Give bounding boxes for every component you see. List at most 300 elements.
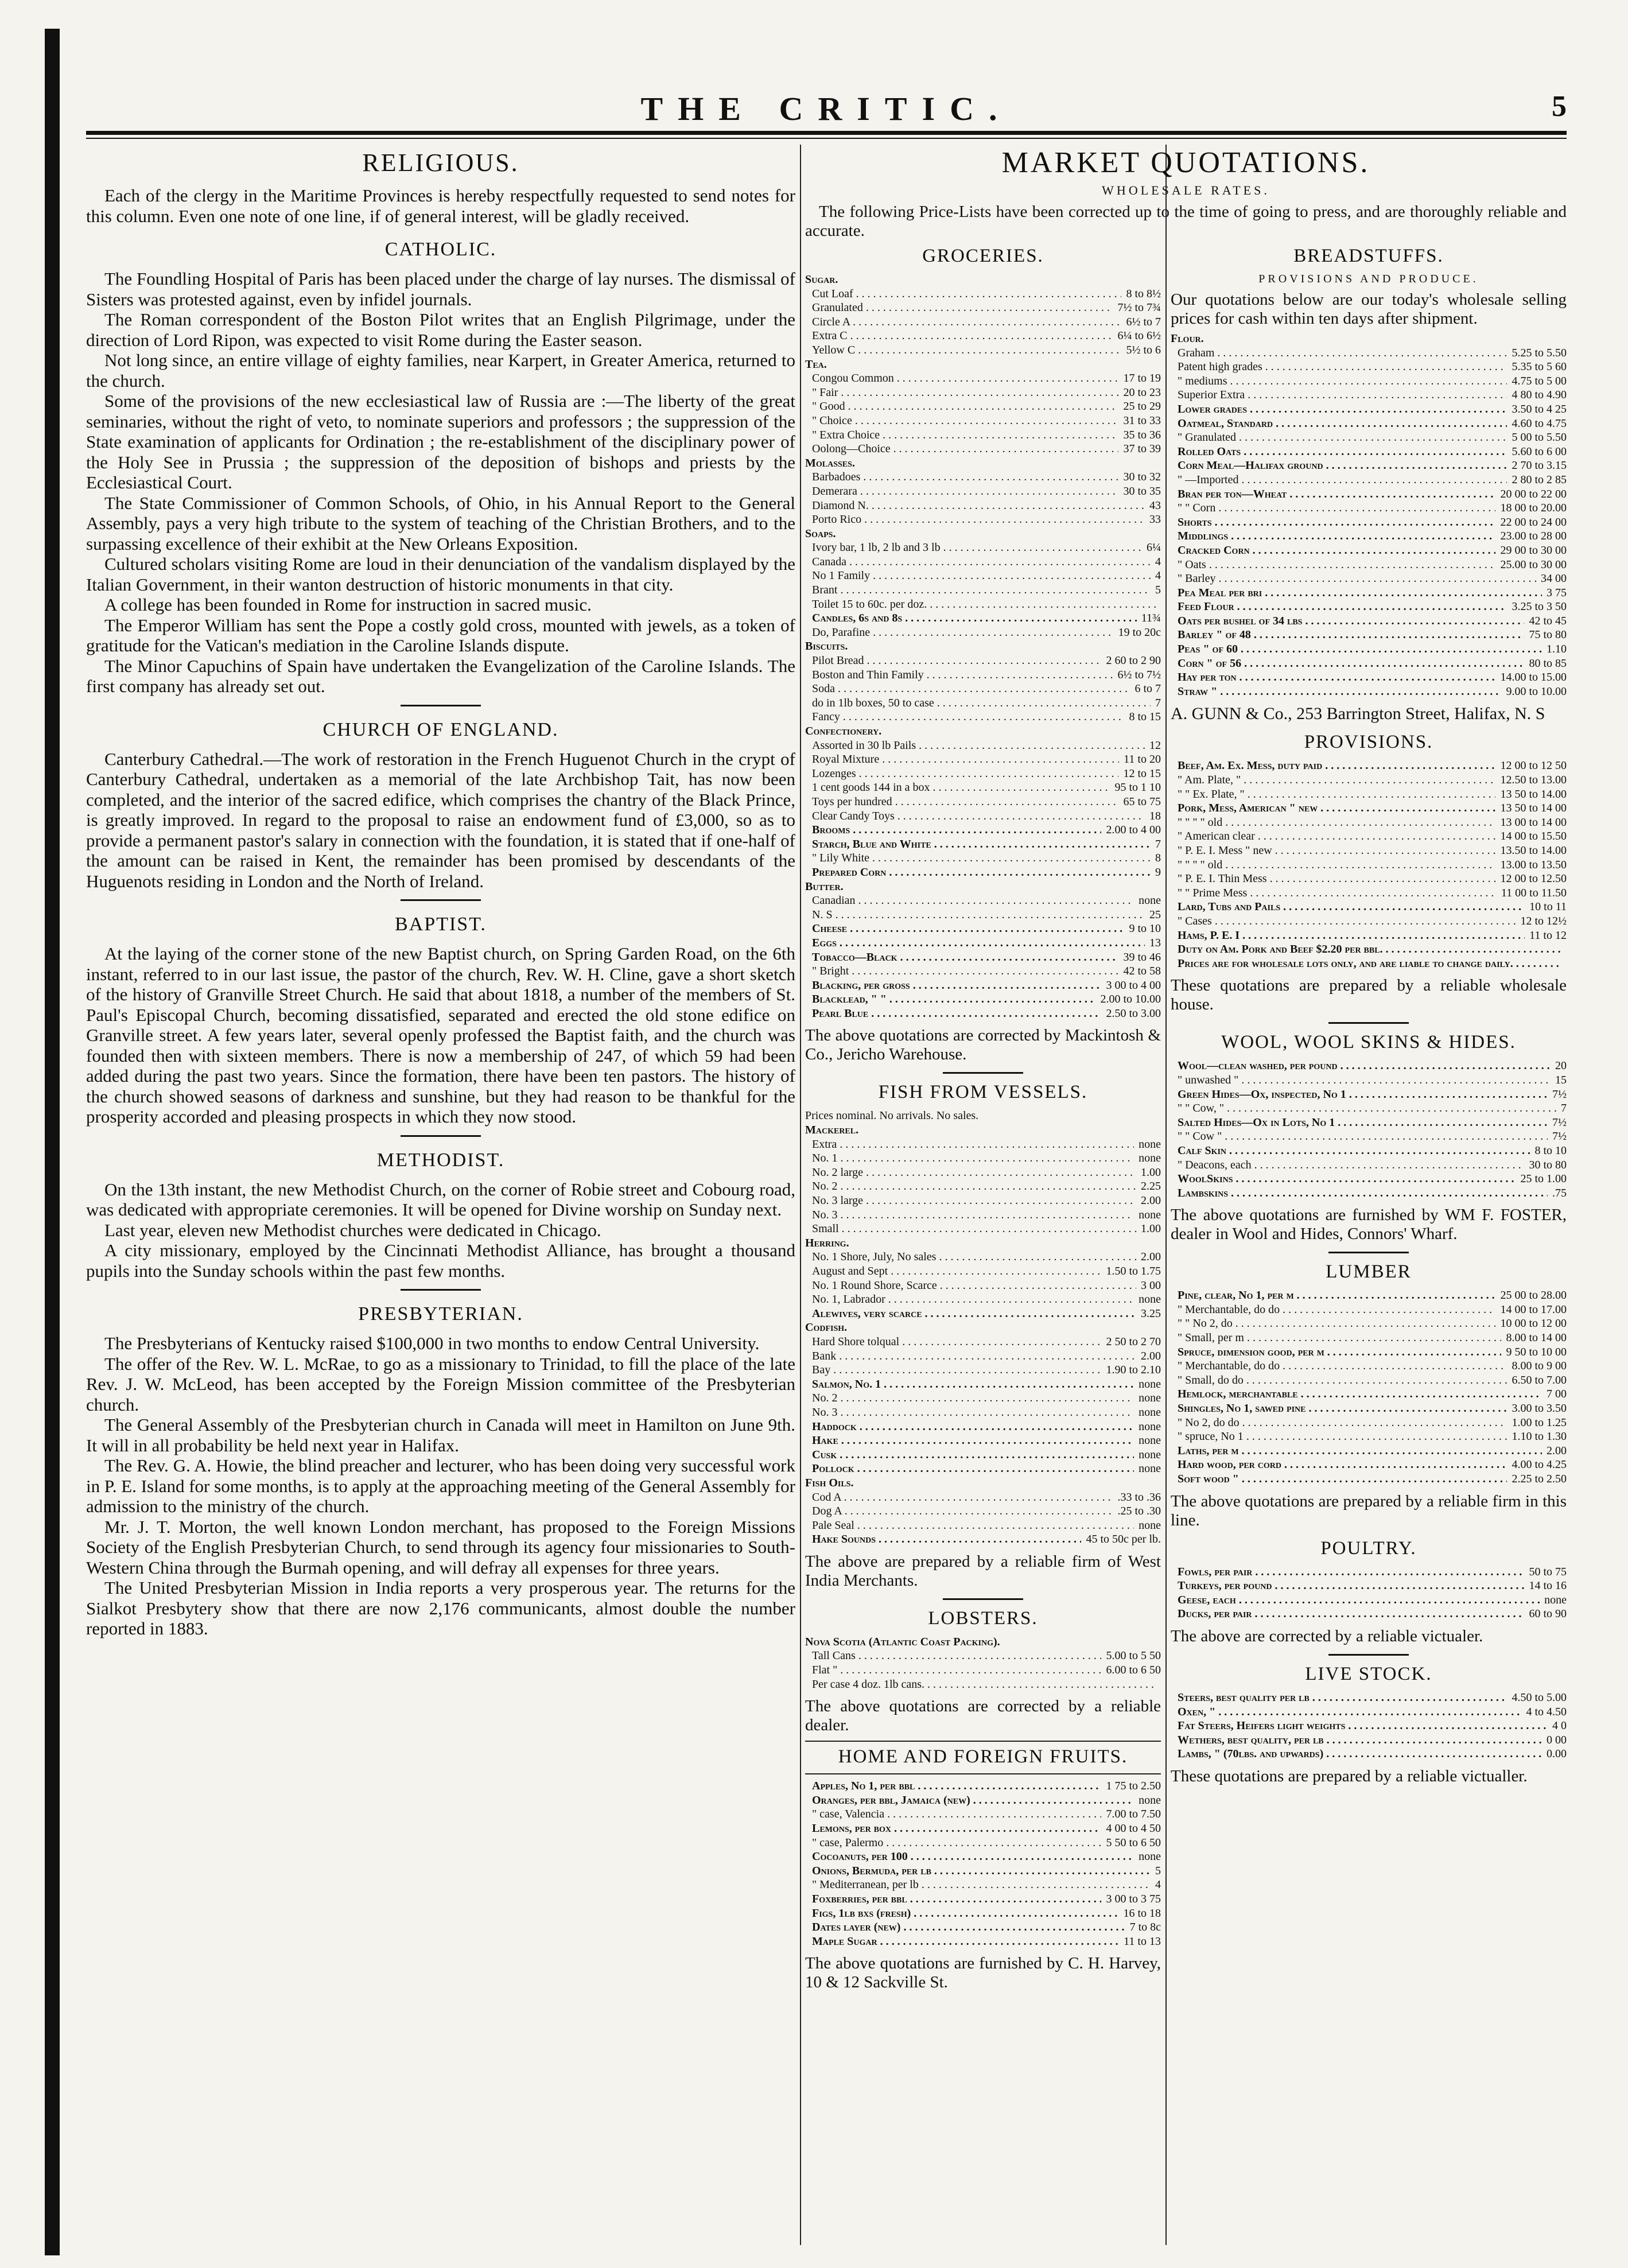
price-item: " " Corn . . .: [1171, 501, 1495, 515]
price-item: Do, Parafine . . .: [805, 626, 1114, 640]
price-value: none: [1139, 1850, 1161, 1863]
price-row: [1171, 1458, 1567, 1472]
price-value: 25: [1149, 908, 1161, 921]
price-value: 8.00 to 9 00: [1512, 1360, 1567, 1373]
price-row: [1171, 815, 1567, 830]
religious-section-heading: METHODIST.: [376, 1149, 505, 1171]
price-value: [1156, 1677, 1161, 1692]
price-value: 14 to 16: [1529, 1579, 1567, 1593]
price-row: [805, 1222, 1161, 1236]
price-item: Extra . . .: [805, 1137, 1134, 1152]
price-category: Peas " of 60 . . .: [1171, 642, 1542, 657]
religious-paragraph: The offer of the Rev. W. L. McRae, to go as a missionary to Trinidad, to fill the place of the late Rev. J. W. McLeod, has been accepted by the Foreign Mission committee of the Presbyterian church.: [86, 1353, 795, 1415]
price-value: 5 50 to 6 50: [1106, 1836, 1161, 1849]
price-row: [805, 752, 1161, 767]
poultry-table: [1171, 1565, 1567, 1621]
price-value: 13 50 to 14 00: [1500, 802, 1567, 815]
price-value: 3.00 to 3.50: [1512, 1402, 1567, 1415]
price-value: none: [1139, 1208, 1161, 1221]
price-item: " case, Valencia . . .: [805, 1807, 1101, 1822]
price-value: 2.25: [1141, 1180, 1161, 1193]
price-item: Graham . . .: [1171, 346, 1507, 360]
price-row: [1171, 1593, 1567, 1607]
lumber-note: The above quotations are prepared by a reliable firm in this line.: [1171, 1492, 1567, 1529]
price-item: " Lily White . . .: [805, 851, 1151, 865]
price-item: No. 2 . . .: [805, 1179, 1136, 1194]
section-rule: [401, 1289, 481, 1291]
price-value: none: [1139, 1448, 1161, 1461]
price-row: [805, 1208, 1161, 1222]
price-item: " mediums . . .: [1171, 374, 1507, 389]
price-row: [805, 1420, 1161, 1434]
price-value: 4 0: [1552, 1719, 1567, 1733]
price-category: Corn " of 56 . . .: [1171, 657, 1524, 671]
price-category: Hake Sounds . . .: [805, 1532, 1081, 1547]
price-row: [1171, 1288, 1567, 1303]
price-row: [805, 1007, 1161, 1021]
breadstuffs-heading: BREADSTUFFS.: [1293, 246, 1444, 266]
price-value: 3 75: [1547, 586, 1567, 599]
wool-heading: WOOL, WOOL SKINS & HIDES.: [1221, 1032, 1516, 1053]
price-category: Prices are for wholesale lots only, and are liable to change daily. . . .: [1171, 957, 1562, 971]
price-category: Middlings . . .: [1171, 529, 1495, 543]
price-row: [805, 1490, 1161, 1505]
religious-paragraph: A college has been founded in Rome for instruction in sacred music.: [104, 595, 592, 615]
price-row: [805, 287, 1161, 301]
price-item: No. 3 . . .: [805, 1208, 1134, 1222]
religious-paragraph: The Foundling Hospital of Paris has been placed under the charge of lay nurses. The dismissal of Sisters was protested against, even by infidel journals.: [86, 269, 795, 309]
price-category: Hay per ton . . .: [1171, 670, 1495, 685]
fruits-table: [805, 1779, 1161, 1948]
price-row: [1171, 459, 1567, 473]
price-value: none: [1139, 1420, 1161, 1433]
price-row: [805, 1405, 1161, 1420]
price-value: 42 to 58: [1123, 965, 1161, 978]
price-row: [1171, 657, 1567, 671]
price-item: " Bright . . .: [805, 964, 1118, 978]
price-row: [805, 880, 1161, 894]
price-item: Small . . .: [805, 1222, 1136, 1236]
price-value: 1 75 to 2.50: [1106, 1780, 1161, 1793]
price-item: 1 cent goods 144 in a box . . .: [805, 780, 1110, 795]
price-row: [805, 512, 1161, 527]
price-row: [805, 597, 1161, 612]
price-category: Pine, clear, No 1, per m . . .: [1171, 1288, 1495, 1303]
price-category: Cusk . . .: [805, 1448, 1134, 1462]
livestock-note: These quotations are prepared by a reliable victualler.: [1171, 1766, 1528, 1785]
price-row: [1171, 1331, 1567, 1345]
price-value: 4 80 to 4.90: [1512, 389, 1567, 402]
price-item: No. 1, Labrador . . .: [805, 1292, 1134, 1307]
price-value: 1.10 to 1.30: [1512, 1430, 1567, 1443]
price-category: Pork, Mess, American " new . . .: [1171, 801, 1495, 815]
price-category: Wool—clean washed, per pound . . .: [1171, 1059, 1551, 1073]
price-row: [805, 739, 1161, 753]
price-value: 7½: [1552, 1116, 1567, 1129]
price-value: 20 00 to 22 00: [1500, 487, 1567, 500]
market-title: MARKET QUOTATIONS.: [1001, 146, 1370, 179]
price-row: [1171, 1345, 1567, 1360]
fish-header: Prices nominal. No arrivals. No sales.: [805, 1109, 979, 1123]
breadstuffs-address: A. GUNN & Co., 253 Barrington Street, Halifax, N. S: [1171, 704, 1545, 724]
page-header: [86, 86, 1567, 138]
price-item: Boston and Thin Family . . .: [805, 668, 1113, 682]
price-category: Spruce, dimension good, per m . . .: [1171, 1345, 1501, 1360]
price-row: [805, 978, 1161, 993]
price-item: Per case 4 doz. 1lb cans. . . .: [805, 1677, 1156, 1692]
price-row: [1171, 1116, 1567, 1130]
price-value: 0.00: [1547, 1747, 1567, 1761]
price-category: Turkeys, per pound . . .: [1171, 1579, 1524, 1593]
price-value: 25.00 to 30 00: [1500, 558, 1567, 571]
price-item: Canada . . .: [805, 555, 1151, 569]
price-row: [805, 1649, 1161, 1663]
section-rule: [943, 1598, 1023, 1600]
price-item: Diamond N. . . .: [805, 499, 1145, 513]
price-row: [805, 908, 1161, 922]
price-row: [805, 343, 1161, 358]
price-row: [805, 851, 1161, 865]
price-row: [1171, 1303, 1567, 1317]
price-category: Onions, Bermuda, per lb . . .: [805, 1864, 1151, 1878]
religious-column: [86, 145, 795, 2245]
price-value: 12 to 15: [1123, 767, 1161, 780]
religious-intro: Each of the clergy in the Maritime Provinces is hereby respectfully requested to send notes for this column. Even one note of one line, if of general interest, will be gladly received.: [86, 185, 795, 226]
price-value: 30 to 80: [1529, 1158, 1567, 1171]
price-category: Fat Steers, Heifers light weights . . .: [1171, 1719, 1548, 1733]
price-row: [1171, 1088, 1567, 1102]
religious-paragraph: At the laying of the corner stone of the new Baptist church, on Spring Garden Road, on the 6th instant, referred to in our last issue, the pastor of the church, Rev. W. H. Cline, gave a short sketch of the history of Granville Street Church. He said that about 1818, a number of the members of St. Paul's Episcopal Church, becoming dissatisfied, separated and erected the old stone edifice on Granville street. A few years later, several openly professed the Baptist faith, and the church was founded then with sixteen members. There is now a membership of 247, of which 59 had been added during the past two years. Since the formation, there have been ten pastors. The history of the church showed seasons of darkness and sunshine, but they had reason to be thankful for the prosperity accorded and pleasing prospects in which they now stood.: [86, 943, 795, 1127]
price-row: [805, 414, 1161, 428]
price-row: [1171, 388, 1567, 402]
price-value: 3.50 to 4 25: [1512, 402, 1567, 415]
price-row: [1171, 1691, 1567, 1705]
price-row: [1171, 1073, 1567, 1088]
price-item: " Extra Choice . . .: [805, 428, 1118, 442]
price-row: [1171, 402, 1567, 417]
price-value: 6 to 7: [1134, 682, 1161, 696]
price-item: " Barley . . .: [1171, 572, 1536, 586]
price-value: 3 00 to 4 00: [1106, 978, 1161, 992]
price-value: 10 to 11: [1529, 900, 1567, 914]
price-value: 8 to 15: [1129, 710, 1161, 724]
price-item: " —Imported . . .: [1171, 473, 1507, 487]
price-category: Laths, per m . . .: [1171, 1444, 1542, 1458]
religious-section-heading: CHURCH OF ENGLAND.: [323, 719, 559, 740]
price-category: Salmon, No. 1 . . .: [805, 1377, 1134, 1392]
price-value: 8: [1155, 852, 1161, 865]
price-value: 3.25: [1141, 1307, 1161, 1320]
price-category: Geese, each . . .: [1171, 1593, 1540, 1607]
price-row: [1171, 685, 1567, 699]
price-value: 2 50 to 2 70: [1106, 1335, 1161, 1348]
column-divider: [800, 145, 801, 2245]
price-value: none: [1139, 1152, 1161, 1165]
price-row: [1171, 929, 1567, 943]
price-category: Butter.: [805, 880, 844, 893]
price-category: Soft wood " . . .: [1171, 1472, 1507, 1486]
price-row: [805, 1822, 1161, 1836]
price-row: [805, 767, 1161, 781]
price-item: No. 3 large . . .: [805, 1194, 1136, 1208]
provisions-note: These quotations are prepared by a reliable wholesale house.: [1171, 976, 1567, 1014]
price-value: 8 to 10: [1534, 1144, 1567, 1157]
price-item: " P. E. I. Thin Mess . . .: [1171, 872, 1495, 886]
price-value: 7: [1155, 837, 1161, 850]
price-row: [1171, 759, 1567, 773]
price-row: [1171, 942, 1567, 957]
price-category: Soaps.: [805, 527, 836, 540]
price-item: " Small, do do . . .: [1171, 1373, 1507, 1388]
price-item: " unwashed " . . .: [1171, 1073, 1551, 1088]
price-item: Canadian . . .: [805, 894, 1134, 908]
price-value: 8 to 8½: [1126, 287, 1161, 300]
price-category: Barley " of 48 . . .: [1171, 628, 1524, 642]
price-value: 25 to 29: [1123, 400, 1161, 413]
price-category: Fowls, per pair . . .: [1171, 1565, 1524, 1579]
price-item: Bay . . .: [805, 1363, 1101, 1377]
price-row: [1171, 787, 1567, 802]
price-value: 65 to 75: [1123, 795, 1161, 808]
price-row: [1171, 773, 1567, 787]
price-category: Biscuits.: [805, 640, 848, 653]
religious-paragraph: The Roman correspondent of the Boston Pilot writes that an English Pilgrimage, under the direction of Lord Ripon, was expected to visit Rome during the Easter season.: [86, 309, 795, 350]
price-category: Lambs, " (70lbs. and upwards) . . .: [1171, 1747, 1542, 1761]
price-row: [805, 1321, 1161, 1335]
price-category: Sugar.: [805, 273, 838, 286]
section-rule: [401, 1135, 481, 1137]
price-value: 5 00 to 5.50: [1512, 431, 1567, 444]
price-value: 2.00 to 4 00: [1106, 824, 1161, 837]
price-row: [805, 1448, 1161, 1462]
price-value: 4.50 to 5.00: [1512, 1691, 1567, 1704]
price-category: Duty on Am. Pork and Beef $2.20 per bbl. . . .: [1171, 942, 1562, 957]
price-item: " Mediterranean, per lb . . .: [805, 1878, 1151, 1892]
price-row: [805, 1779, 1161, 1793]
price-row: [805, 611, 1161, 626]
price-item: " Merchantable, do do . . .: [1171, 1359, 1507, 1373]
price-value: 1.00 to 1.25: [1512, 1416, 1567, 1429]
price-row: [1171, 515, 1567, 530]
price-value: 2.00: [1141, 1349, 1161, 1362]
price-row: [805, 273, 1161, 287]
price-value: 6.50 to 7.00: [1512, 1373, 1567, 1387]
price-item: No. 3 . . .: [805, 1405, 1134, 1420]
price-row: [1171, 600, 1567, 614]
price-value: 7½: [1552, 1130, 1567, 1143]
price-category: Haddock . . .: [805, 1420, 1134, 1434]
price-row: [805, 1166, 1161, 1180]
price-item: Patent high grades . . .: [1171, 360, 1507, 374]
price-value: 11 to 20: [1124, 753, 1161, 766]
price-item: " " Ex. Plate, " . . .: [1171, 787, 1495, 802]
breadstuffs-table: [1171, 332, 1567, 698]
price-row: [1171, 1472, 1567, 1486]
price-row: [805, 936, 1161, 950]
price-row: [805, 780, 1161, 795]
price-row: [805, 809, 1161, 824]
lobsters-table: [805, 1635, 1161, 1691]
price-row: [1171, 1359, 1567, 1373]
price-item: Clear Candy Toys . . .: [805, 809, 1145, 824]
price-row: [1171, 1387, 1567, 1401]
price-row: [805, 527, 1161, 541]
price-row: [805, 1850, 1161, 1864]
price-row: [805, 1123, 1161, 1137]
religious-paragraph: The Rev. G. A. Howie, the blind preacher and lecturer, who has been doing very successful work in P. E. Island for some months, is to apply at the approaching meeting of the General Assembly for admission to the ministry of the church.: [86, 1455, 795, 1516]
price-row: [1171, 473, 1567, 487]
price-row: [805, 301, 1161, 315]
price-category: Lambskins . . .: [1171, 1186, 1548, 1201]
price-row: [805, 1677, 1161, 1692]
price-value: 29 00 to 30 00: [1500, 543, 1567, 557]
price-item: August and Sept . . .: [805, 1264, 1101, 1279]
price-item: " Granulated . . .: [1171, 430, 1507, 445]
price-row: [805, 795, 1161, 809]
price-value: none: [1139, 1793, 1161, 1807]
price-row: [805, 456, 1161, 471]
price-item: " " Cow, " . . .: [1171, 1101, 1556, 1116]
fish-table: [805, 1123, 1161, 1547]
price-value: 1.10: [1547, 643, 1567, 656]
section-rule: [805, 1741, 1161, 1742]
price-row: [1171, 1401, 1567, 1416]
price-value: [1562, 957, 1567, 971]
price-row: [805, 1194, 1161, 1208]
price-category: Pearl Blue . . .: [805, 1007, 1101, 1021]
price-row: [805, 1434, 1161, 1448]
price-value: none: [1544, 1593, 1567, 1606]
price-row: [805, 865, 1161, 880]
page-number: 5: [1552, 90, 1567, 123]
price-row: [805, 1279, 1161, 1293]
section-rule: [401, 705, 481, 706]
price-row: [805, 682, 1161, 696]
price-value: 2.00 to 10.00: [1100, 993, 1161, 1006]
price-value: 14 00 to 15.50: [1500, 830, 1567, 843]
religious-paragraph: A city missionary, employed by the Cincinnati Methodist Alliance, has brought a thousand pupils into the Sunday schools within the past few months.: [86, 1240, 795, 1281]
price-value: 11 to 13: [1124, 1935, 1161, 1948]
price-item: Pale Seal . . .: [805, 1519, 1134, 1533]
price-value: 7: [1561, 1102, 1567, 1115]
price-row: [805, 1391, 1161, 1405]
price-value: 2 80 to 2 85: [1512, 473, 1567, 486]
price-row: [1171, 872, 1567, 886]
price-value: none: [1139, 1392, 1161, 1405]
price-value: 75 to 80: [1529, 628, 1567, 642]
price-row: [805, 1264, 1161, 1279]
price-category: Green Hides—Ox, inspected, No 1 . . .: [1171, 1088, 1548, 1102]
price-row: [1171, 1430, 1567, 1444]
price-item: Brant . . .: [805, 583, 1151, 597]
price-row: [805, 823, 1161, 837]
price-item: Soda . . .: [805, 682, 1130, 696]
price-item: Ivory bar, 1 lb, 2 lb and 3 lb . . .: [805, 541, 1142, 555]
wool-table: [1171, 1059, 1567, 1200]
column-divider: [1165, 145, 1167, 2245]
price-value: none: [1139, 1405, 1161, 1419]
price-row: [805, 950, 1161, 965]
price-value: 14 00 to 17.00: [1500, 1303, 1567, 1316]
price-category: Bran per ton—Wheat . . .: [1171, 487, 1495, 502]
price-value: 11 00 to 11.50: [1501, 886, 1567, 899]
price-row: [1171, 1186, 1567, 1201]
price-value: 11 to 12: [1529, 929, 1567, 942]
price-row: [1171, 501, 1567, 515]
price-value: 1.50 to 1.75: [1106, 1265, 1161, 1277]
price-category: Prepared Corn . . .: [805, 865, 1151, 880]
price-item: " " " " old . . .: [1171, 858, 1495, 872]
price-value: 5: [1155, 1864, 1161, 1877]
price-value: 4.60 to 4.75: [1512, 417, 1567, 430]
price-row: [805, 442, 1161, 456]
price-row: [1171, 1733, 1567, 1747]
price-item: " Deacons, each . . .: [1171, 1158, 1524, 1172]
price-value: 1.00: [1141, 1166, 1161, 1179]
price-value: 3 00 to 3 75: [1106, 1893, 1161, 1905]
price-row: [805, 470, 1161, 484]
price-category: Shingles, No 1, sawed pine . . .: [1171, 1401, 1507, 1416]
price-row: [805, 1250, 1161, 1264]
price-value: 10 00 to 12 00: [1500, 1317, 1567, 1330]
price-row: [1171, 1101, 1567, 1116]
price-item: No. 1 . . .: [805, 1151, 1134, 1166]
price-category: Brooms . . .: [805, 823, 1101, 837]
fruits-heading: HOME AND FOREIGN FRUITS.: [838, 1746, 1128, 1768]
price-row: [805, 358, 1161, 372]
price-value: 2.00: [1141, 1250, 1161, 1264]
price-item: " Oats . . .: [1171, 558, 1495, 572]
price-row: [1171, 914, 1567, 929]
price-item: Lozenges . . .: [805, 767, 1118, 781]
price-row: [1171, 670, 1567, 685]
price-row: [805, 1906, 1161, 1921]
price-value: 2 70 to 3.15: [1512, 459, 1567, 472]
price-item: Superior Extra . . .: [1171, 388, 1507, 402]
livestock-heading: LIVE STOCK.: [1305, 1663, 1432, 1684]
price-item: Granulated . . .: [805, 301, 1113, 315]
price-category: Cheese . . .: [805, 922, 1124, 936]
price-row: [805, 1878, 1161, 1892]
price-row: [1171, 374, 1567, 389]
price-row: [1171, 558, 1567, 572]
price-category: Oatmeal, Standard . . .: [1171, 417, 1507, 431]
section-rule: [805, 1773, 1161, 1774]
price-row: [1171, 1172, 1567, 1186]
price-row: [805, 710, 1161, 724]
religious-paragraph: Mr. J. T. Morton, the well known London merchant, has proposed to the Foreign Missions Society of the English Presbyterian Church, to send through its agency four missionaries to South-Western China through the Burmah opening, and will defray all expenses for three years.: [86, 1516, 795, 1578]
header-rule: [86, 131, 1567, 135]
price-value: 43: [1149, 499, 1161, 512]
price-row: [1171, 586, 1567, 600]
religious-paragraph: The Minor Capuchins of Spain have undertaken the Evangelization of the Caroline Islands. The first company has already set out.: [86, 655, 795, 696]
religious-paragraph: The Presbyterians of Kentucky raised $100,000 in two months to endow Central University.: [104, 1333, 760, 1353]
price-item: " Choice . . .: [805, 414, 1118, 428]
price-row: [1171, 642, 1567, 657]
newspaper-title: THE CRITIC.: [640, 90, 1012, 127]
section-rule: [1328, 1022, 1409, 1024]
price-category: Hake . . .: [805, 1434, 1134, 1448]
price-row: [1171, 487, 1567, 502]
provisions-heading: PROVISIONS.: [1304, 732, 1433, 753]
price-value: 6¼: [1147, 541, 1161, 554]
price-category: Shorts . . .: [1171, 515, 1495, 530]
price-item: " " No 2, do . . .: [1171, 1316, 1495, 1331]
price-row: [1171, 900, 1567, 914]
livestock-table: [1171, 1691, 1567, 1761]
price-category: Lard, Tubs and Pails . . .: [1171, 900, 1525, 914]
price-row: [805, 1335, 1161, 1349]
